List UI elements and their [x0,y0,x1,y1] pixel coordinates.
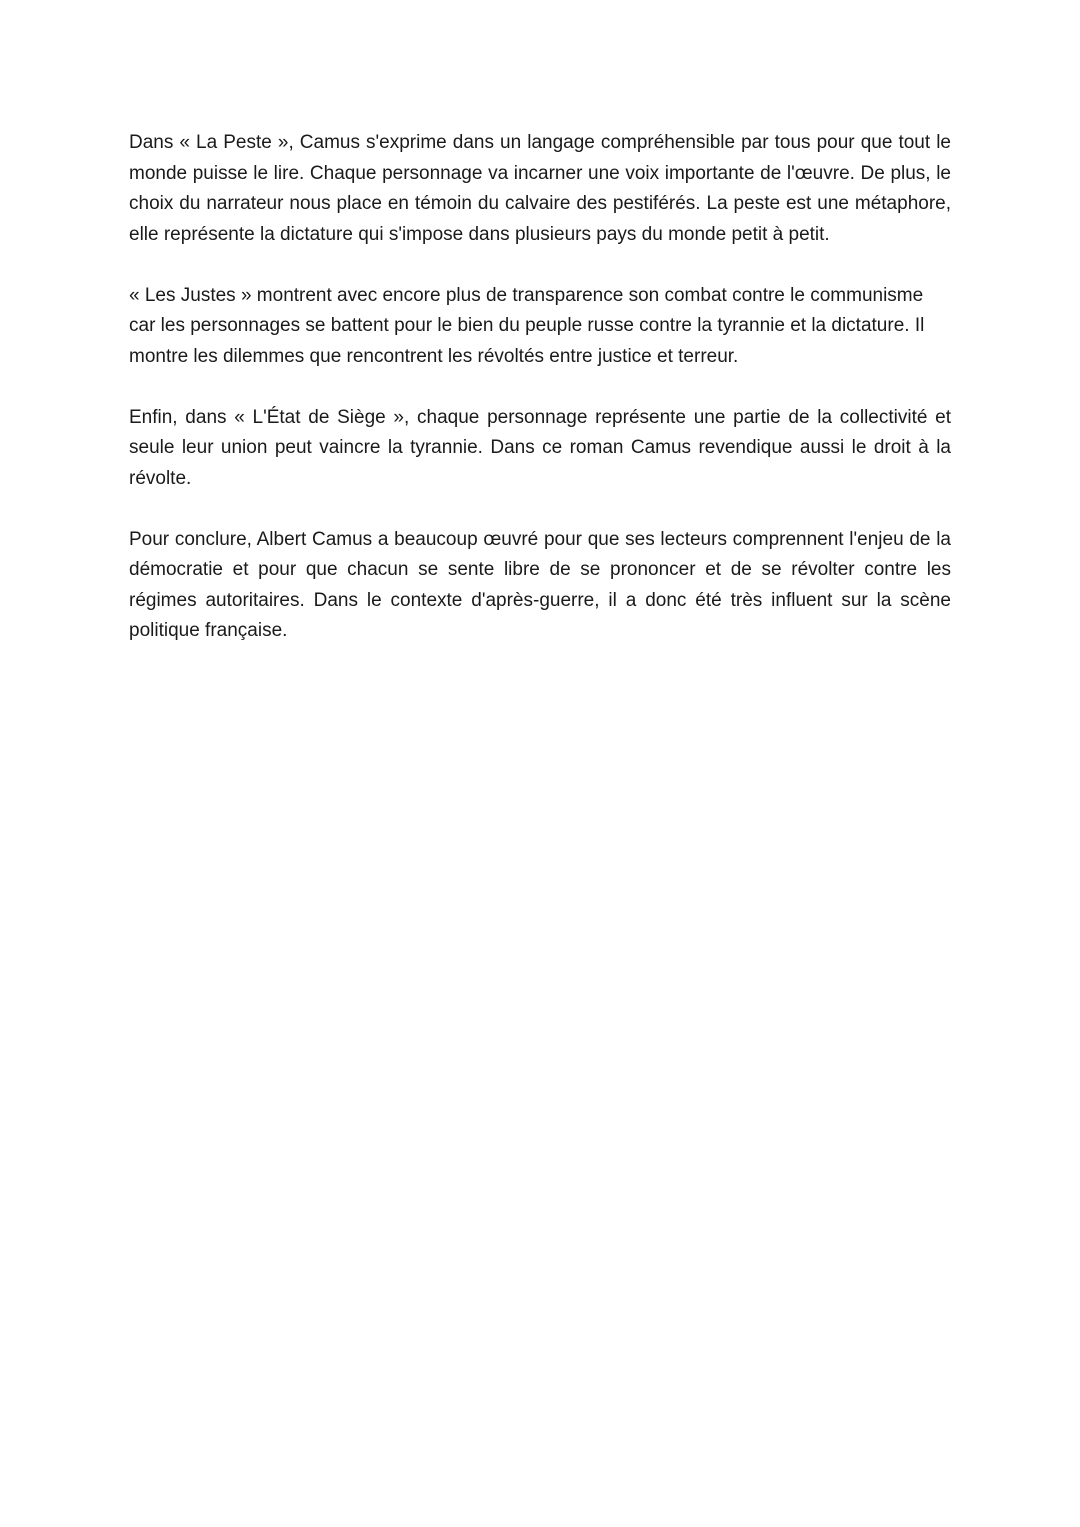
paragraph-etat-de-siege: Enfin, dans « L'État de Siège », chaque personnage représente une partie de la collectivité et seule leur union peut vaincre la tyrannie. Dans ce roman Camus revendique aussi le droit à la révolte. [129,406,951,489]
paragraph-la-peste: Dans « La Peste », Camus s'exprime dans un langage compréhensible par tous pour que tout le monde puisse le lire. Chaque personnage va incarner une voix importante de l'œuvre. De plus, le choix du narrateur nous place en témoin du calvaire des pestiférés. La peste est une métaphore, elle représente la dictature qui s'impose dans plusieurs pays du monde petit à petit. [129,132,951,245]
document-body [129,128,951,677]
paragraph-les-justes: « Les Justes » montrent avec encore plus de transparence son combat contre le communisme car les personnages se battent pour le bien du peuple russe contre la tyrannie et la dictature. Il montre les dilemmes que rencontrent les révoltés entre justice et terreur. [129,284,925,367]
paragraph-conclusion: Pour conclure, Albert Camus a beaucoup œuvré pour que ses lecteurs comprennent l'enjeu de la démocratie et pour que chacun se sente libre de se prononcer et de se révolter contre les régimes autoritaires. Dans le contexte d'après-guerre, il a donc été très influent sur la scène politique française. [129,528,951,641]
